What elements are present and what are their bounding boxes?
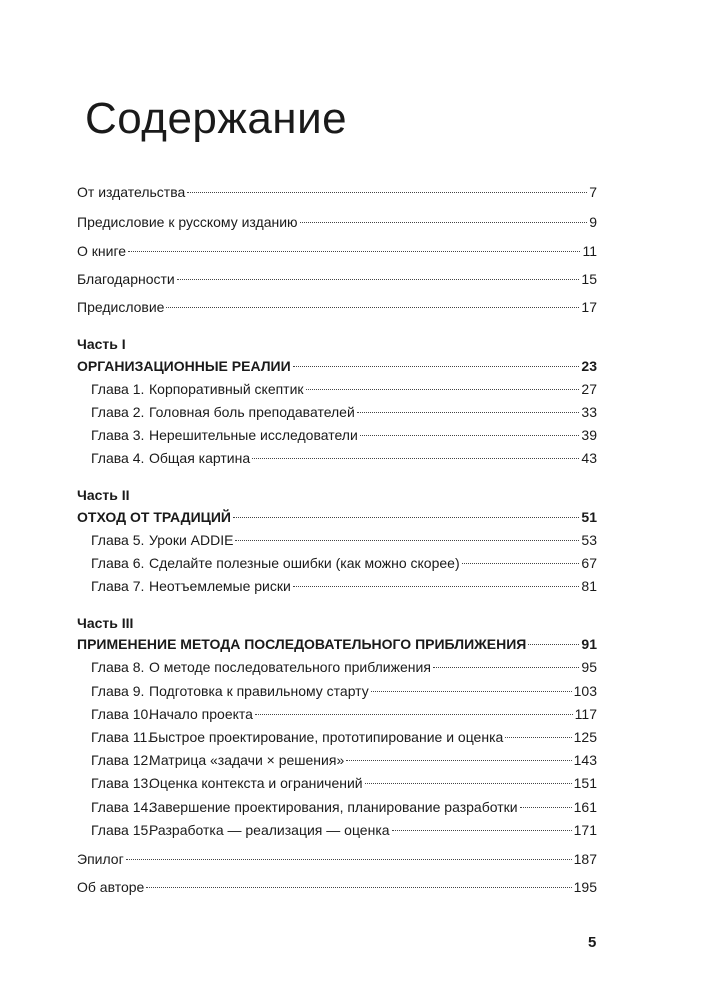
- chapter-number: Глава 11.: [91, 729, 152, 745]
- dot-leader: [306, 389, 580, 390]
- chapter-title: Подготовка к правильному старту: [149, 683, 369, 699]
- part-title: ОТХОД ОТ ТРАДИЦИЙ: [77, 509, 231, 525]
- chapter-title: Сделайте полезные ошибки (как можно скорее): [149, 555, 460, 571]
- chapter-title: Корпоративный скептик: [149, 381, 304, 397]
- dot-leader: [392, 830, 572, 831]
- toc-entry-russian-preface[interactable]: [77, 211, 597, 233]
- toc-entry-chapter-4[interactable]: [91, 447, 597, 469]
- part-label: Часть III: [77, 615, 134, 631]
- dot-leader: [462, 563, 580, 564]
- toc-entry-chapter-3[interactable]: [91, 424, 597, 446]
- chapter-title: Быстрое проектирование, прототипирование и оценка: [149, 729, 504, 745]
- toc-entry-label: Эпилог: [77, 851, 124, 867]
- part-title: ПРИМЕНЕНИЕ МЕТОДА ПОСЛЕДОВАТЕЛЬНОГО ПРИБЛИЖЕНИЯ: [77, 636, 527, 652]
- chapter-number: Глава 6.: [91, 555, 145, 571]
- toc-entry-label: Предисловие: [77, 299, 165, 315]
- toc-entry-page: 143: [573, 752, 597, 768]
- toc-entry-page: 17: [581, 299, 597, 315]
- toc-entry-page: 81: [581, 578, 597, 594]
- toc-entry-page: 7: [589, 184, 597, 200]
- dot-leader: [293, 366, 580, 367]
- dot-leader: [252, 458, 579, 459]
- chapter-title: Матрица «задачи × решения»: [149, 752, 345, 768]
- chapter-title: Оценка контекста и ограничений: [149, 775, 363, 791]
- dot-leader: [166, 307, 579, 308]
- toc-entry-about-book[interactable]: [77, 240, 597, 262]
- toc-entry-page: 187: [573, 851, 597, 867]
- dot-leader: [520, 807, 572, 808]
- toc-entry-page: 103: [573, 683, 597, 699]
- toc-entry-foreword[interactable]: [77, 296, 597, 318]
- dot-leader: [365, 783, 572, 784]
- toc-entry-chapter-12[interactable]: [91, 749, 597, 771]
- dot-leader: [255, 714, 573, 715]
- toc-entry-page: 95: [581, 659, 597, 675]
- chapter-title: Неотъемлемые риски: [149, 578, 291, 594]
- toc-entry-page: 9: [589, 214, 597, 230]
- toc-entry-page: 23: [581, 358, 597, 374]
- toc-entry-acknowledgements[interactable]: [77, 268, 597, 290]
- toc-entry-chapter-14[interactable]: [91, 796, 597, 818]
- toc-entry-page: 125: [573, 729, 597, 745]
- toc-entry-page: 117: [574, 706, 597, 722]
- toc-entry-page: 11: [582, 243, 597, 259]
- chapter-number: Глава 15.: [91, 822, 153, 838]
- toc-entry-part-1[interactable]: [77, 355, 597, 377]
- chapter-number: Глава 14.: [91, 799, 153, 815]
- dot-leader: [177, 279, 580, 280]
- toc-entry-chapter-9[interactable]: [91, 680, 597, 702]
- part-title: ОРГАНИЗАЦИОННЫЕ РЕАЛИИ: [77, 358, 291, 374]
- dot-leader: [505, 737, 571, 738]
- dot-leader: [528, 644, 579, 645]
- toc-entry-page: 195: [573, 879, 597, 895]
- toc-entry-chapter-1[interactable]: [91, 378, 597, 400]
- chapter-number: Глава 8.: [91, 659, 145, 675]
- dot-leader: [371, 691, 572, 692]
- toc-entry-chapter-5[interactable]: [91, 529, 597, 551]
- chapter-number: Глава 7.: [91, 578, 145, 594]
- dot-leader: [346, 760, 571, 761]
- toc-entry-chapter-11[interactable]: [91, 726, 597, 748]
- toc-entry-chapter-2[interactable]: [91, 401, 597, 423]
- toc-entry-label: О книге: [77, 243, 127, 259]
- dot-leader: [146, 887, 571, 888]
- chapter-number: Глава 13.: [91, 775, 153, 791]
- toc-entry-label: Благодарности: [77, 271, 175, 287]
- dot-leader: [235, 540, 579, 541]
- dot-leader: [126, 859, 572, 860]
- page-number: 5: [588, 934, 597, 951]
- dot-leader: [128, 251, 580, 252]
- toc-entry-page: 151: [573, 775, 597, 791]
- toc-entry-page: 161: [573, 799, 597, 815]
- dot-leader: [187, 192, 587, 193]
- chapter-number: Глава 3.: [91, 427, 145, 443]
- part-label: Часть I: [77, 336, 126, 352]
- toc-entry-part-3[interactable]: [77, 633, 597, 655]
- chapter-title: Уроки ADDIE: [149, 532, 234, 548]
- dot-leader: [433, 667, 580, 668]
- chapter-title: Завершение проектирования, планирование разработки: [149, 799, 518, 815]
- chapter-number: Глава 5.: [91, 532, 145, 548]
- toc-entry-chapter-6[interactable]: [91, 552, 597, 574]
- toc-entry-chapter-8[interactable]: [91, 656, 597, 678]
- dot-leader: [360, 435, 580, 436]
- toc-entry-publisher[interactable]: [77, 181, 597, 203]
- chapter-number: Глава 10.: [91, 706, 153, 722]
- dot-leader: [357, 412, 580, 413]
- chapter-title: Начало проекта: [149, 706, 253, 722]
- chapter-number: Глава 4.: [91, 450, 145, 466]
- chapter-title: Разработка — реализация — оценка: [149, 822, 390, 838]
- toc-entry-about-author[interactable]: [77, 876, 597, 898]
- chapter-title: Головная боль преподавателей: [149, 404, 355, 420]
- toc-entry-label: Об авторе: [77, 879, 145, 895]
- toc-entry-label: От издательства: [77, 184, 186, 200]
- toc-entry-page: 33: [581, 404, 597, 420]
- toc-entry-page: 43: [581, 450, 597, 466]
- toc-entry-part-2[interactable]: [77, 506, 597, 528]
- chapter-title: О методе последовательного приближения: [149, 659, 431, 675]
- toc-entry-page: 27: [581, 381, 597, 397]
- toc-entry-page: 15: [581, 271, 597, 287]
- toc-entry-chapter-10[interactable]: [91, 703, 597, 725]
- chapter-number: Глава 1.: [91, 381, 145, 397]
- toc-entry-page: 67: [581, 555, 597, 571]
- chapter-title: Нерешительные исследователи: [149, 427, 358, 443]
- dot-leader: [233, 517, 579, 518]
- toc-entry-page: 51: [581, 509, 597, 525]
- chapter-number: Глава 12.: [91, 752, 153, 768]
- toc-entry-page: 171: [573, 822, 597, 838]
- dot-leader: [293, 586, 580, 587]
- chapter-number: Глава 2.: [91, 404, 145, 420]
- toc-entry-label: Предисловие к русскому изданию: [77, 214, 298, 230]
- toc-entry-page: 91: [581, 636, 597, 652]
- toc-entry-chapter-13[interactable]: [91, 772, 597, 794]
- toc-entry-chapter-15[interactable]: [91, 819, 597, 841]
- toc-entry-chapter-7[interactable]: [91, 575, 597, 597]
- dot-leader: [300, 222, 588, 223]
- part-label: Часть II: [77, 487, 130, 503]
- chapter-title: Общая картина: [149, 450, 251, 466]
- toc-entry-epilogue[interactable]: [77, 848, 597, 870]
- toc-entry-page: 39: [581, 427, 597, 443]
- page-title: Содержание: [85, 94, 348, 143]
- chapter-number: Глава 9.: [91, 683, 145, 699]
- toc-entry-page: 53: [581, 532, 597, 548]
